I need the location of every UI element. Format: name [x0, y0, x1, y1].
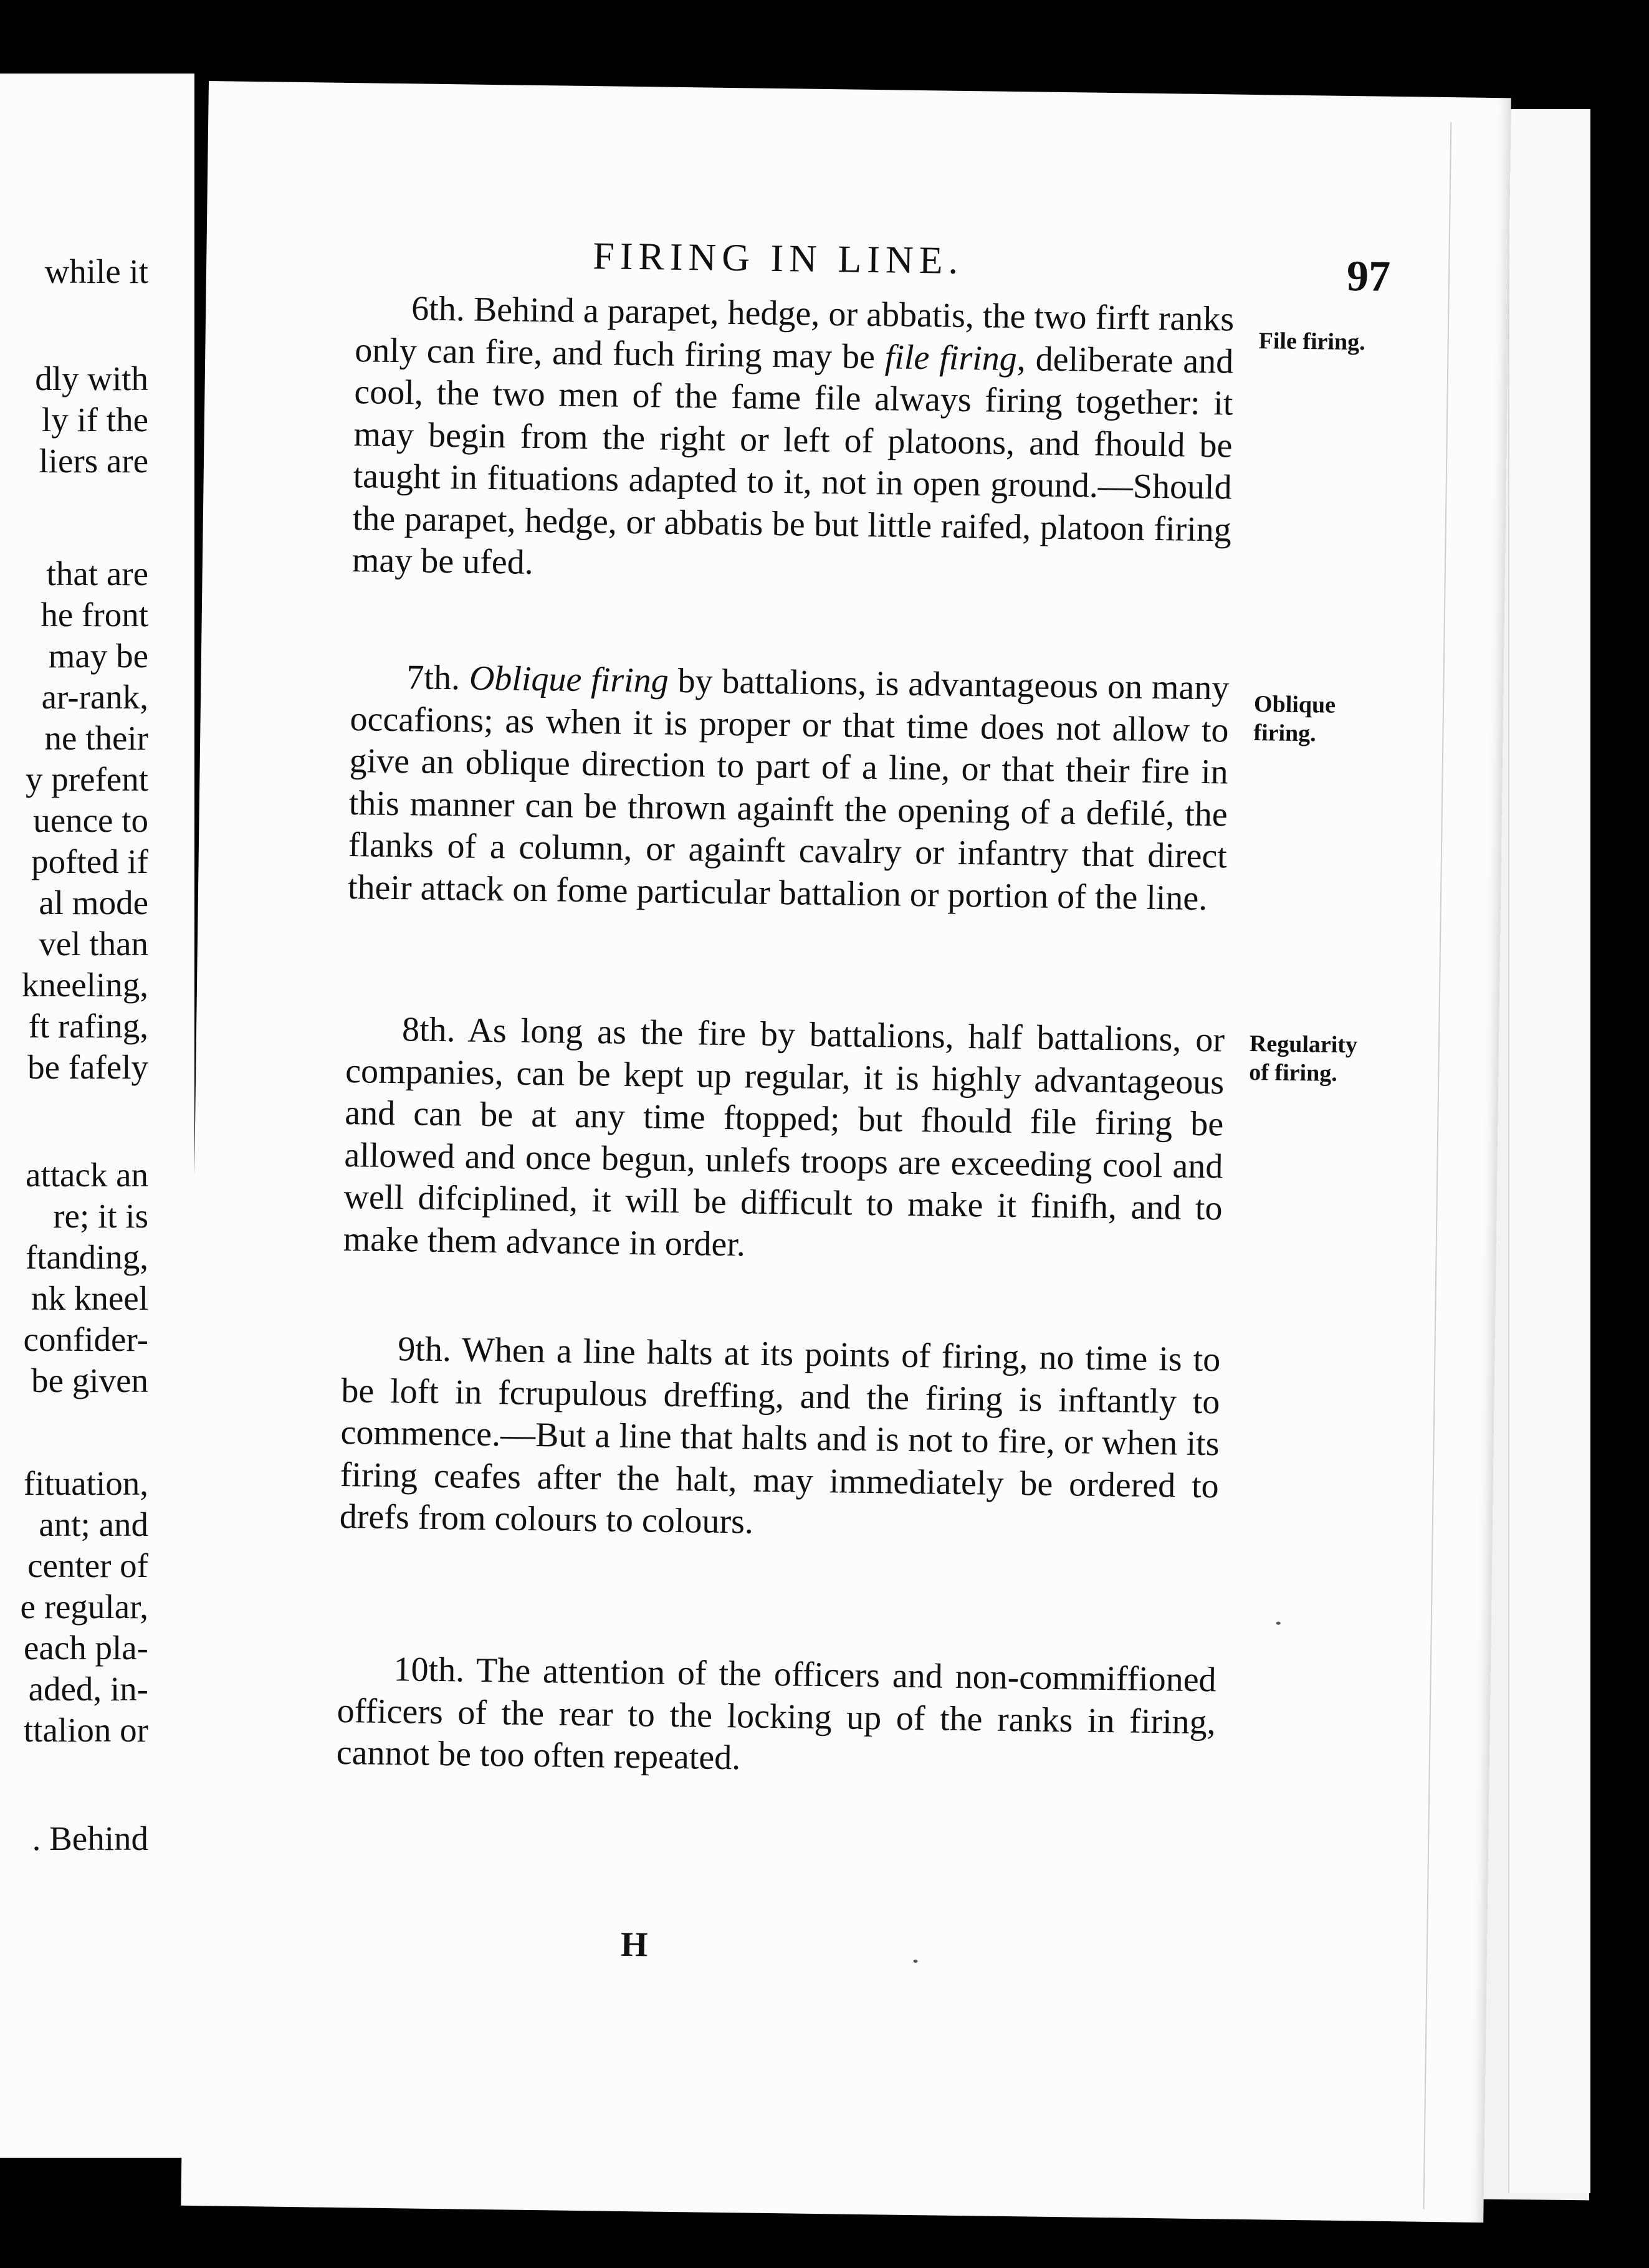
left-page-line: while it — [44, 252, 148, 290]
left-page-line: may be — [48, 637, 148, 675]
left-page-line: attack an — [26, 1156, 148, 1194]
left-page-line: ly if the — [41, 401, 148, 439]
paragraph-text: 8th. As long as the fire by battalions, half battalions, or companies, can be kept up regular, it is highly advantageous and can be at any time ftopped; but fhould file firing be allowed and once begun, unlefs troops are exceeding cool and well difciplined, it will be difficult to make it finifh, and to make them advance in order. — [343, 1010, 1225, 1264]
left-page-line: that are — [46, 555, 148, 593]
paragraph-text: , deliberate and cool, the two men of the fame file always firing together: it may begin from the right or left of platoons, and fhould be taught in fituations adapted to it, not in open ground.—Should the parapet, hedge, or abbatis be but little raifed, platoon firing may be ufed. — [351, 339, 1234, 582]
left-page-line: liers are — [39, 442, 148, 480]
left-page-line: e regular, — [20, 1588, 148, 1626]
left-page-line: confider- — [23, 1320, 148, 1358]
left-page-line: be given — [31, 1361, 148, 1399]
left-page-line: aded, in- — [28, 1670, 148, 1708]
left-page-line: ant; and — [39, 1505, 148, 1543]
page-number: 97 — [1346, 252, 1391, 301]
paragraph-text: 7th. — [406, 658, 470, 698]
left-page-line: each pla- — [24, 1629, 148, 1667]
left-page-line: fituation, — [23, 1464, 148, 1502]
left-page-line: y prefent — [26, 760, 148, 798]
left-page-line: he front — [41, 596, 148, 634]
paragraph-6th — [352, 287, 1235, 593]
page-fold-line — [1423, 122, 1451, 2209]
left-page-line: ft rafing, — [28, 1007, 148, 1045]
left-facing-page — [0, 74, 194, 2158]
paragraph-9th — [339, 1328, 1220, 1550]
running-head: FIRING IN LINE. — [592, 235, 964, 282]
left-page-line: al mode — [39, 884, 148, 922]
left-page-line: pofted if — [31, 842, 148, 880]
left-page-line: be fafely — [27, 1048, 148, 1086]
paragraph-text: 10th. The attention of the officers and non-commiffioned officers of the rear to the locking up of the ranks in firing, cannot be too often repeated. — [336, 1650, 1216, 1778]
left-page-line: ne their — [44, 719, 148, 757]
paragraph-7th — [348, 656, 1230, 920]
paragraph-italic-term: file firing — [884, 337, 1018, 378]
paragraph-8th — [343, 1008, 1225, 1272]
left-page-line: vel than — [39, 925, 148, 963]
paragraph-10th — [336, 1648, 1216, 1786]
right-page — [181, 81, 1511, 2223]
left-page-line: dly with — [35, 360, 148, 398]
signature-mark: H — [620, 1925, 648, 1965]
marginal-note-oblique-firing: Oblique firing. — [1253, 691, 1336, 747]
marginal-note-file-firing: File firing. — [1258, 328, 1365, 356]
ink-speck — [1276, 1622, 1281, 1625]
left-page-line: center of — [27, 1546, 148, 1584]
left-page-line: uence to — [33, 801, 148, 839]
paragraph-text: 6th. Behind a parapet, hedge, or abbatis, the two firft ranks only can fire, and fuch firing may be — [354, 289, 1235, 376]
paragraph-text: 9th. When a line halts at its points of firing, no time is to be loft in fcrupulous dreffing, and the firing is inftantly to commence.—But a line that halts and is not to fire, or when its firing ceafes after the halt, may immediately be ordered to drefs from colours to colours. — [339, 1330, 1221, 1541]
marginal-note-regularity-of-firing: Regularity of firing. — [1249, 1030, 1358, 1087]
left-page-line: ar-rank, — [41, 678, 148, 716]
left-page-line: ftanding, — [25, 1238, 148, 1276]
paragraph-italic-term: Oblique firing — [469, 659, 669, 700]
page-stack-edge — [1508, 109, 1590, 2193]
left-page-line: . Behind — [32, 1819, 148, 1857]
ink-speck — [914, 1960, 918, 1963]
paragraph-text: by battalions, is advantageous on many occafions; as when it is proper or that time does not allow to give an oblique direction to part of a line, or that their fire in this manner can be thrown againft the opening of a defilé, the flanks of a column, or againft cavalry or infantry that direct their attack on fome particular battalion or portion of the line. — [347, 661, 1230, 918]
left-page-line: kneeling, — [21, 966, 148, 1004]
left-page-line: ttalion or — [23, 1711, 148, 1749]
left-page-line: re; it is — [53, 1197, 148, 1235]
left-page-line: nk kneel — [31, 1279, 148, 1317]
